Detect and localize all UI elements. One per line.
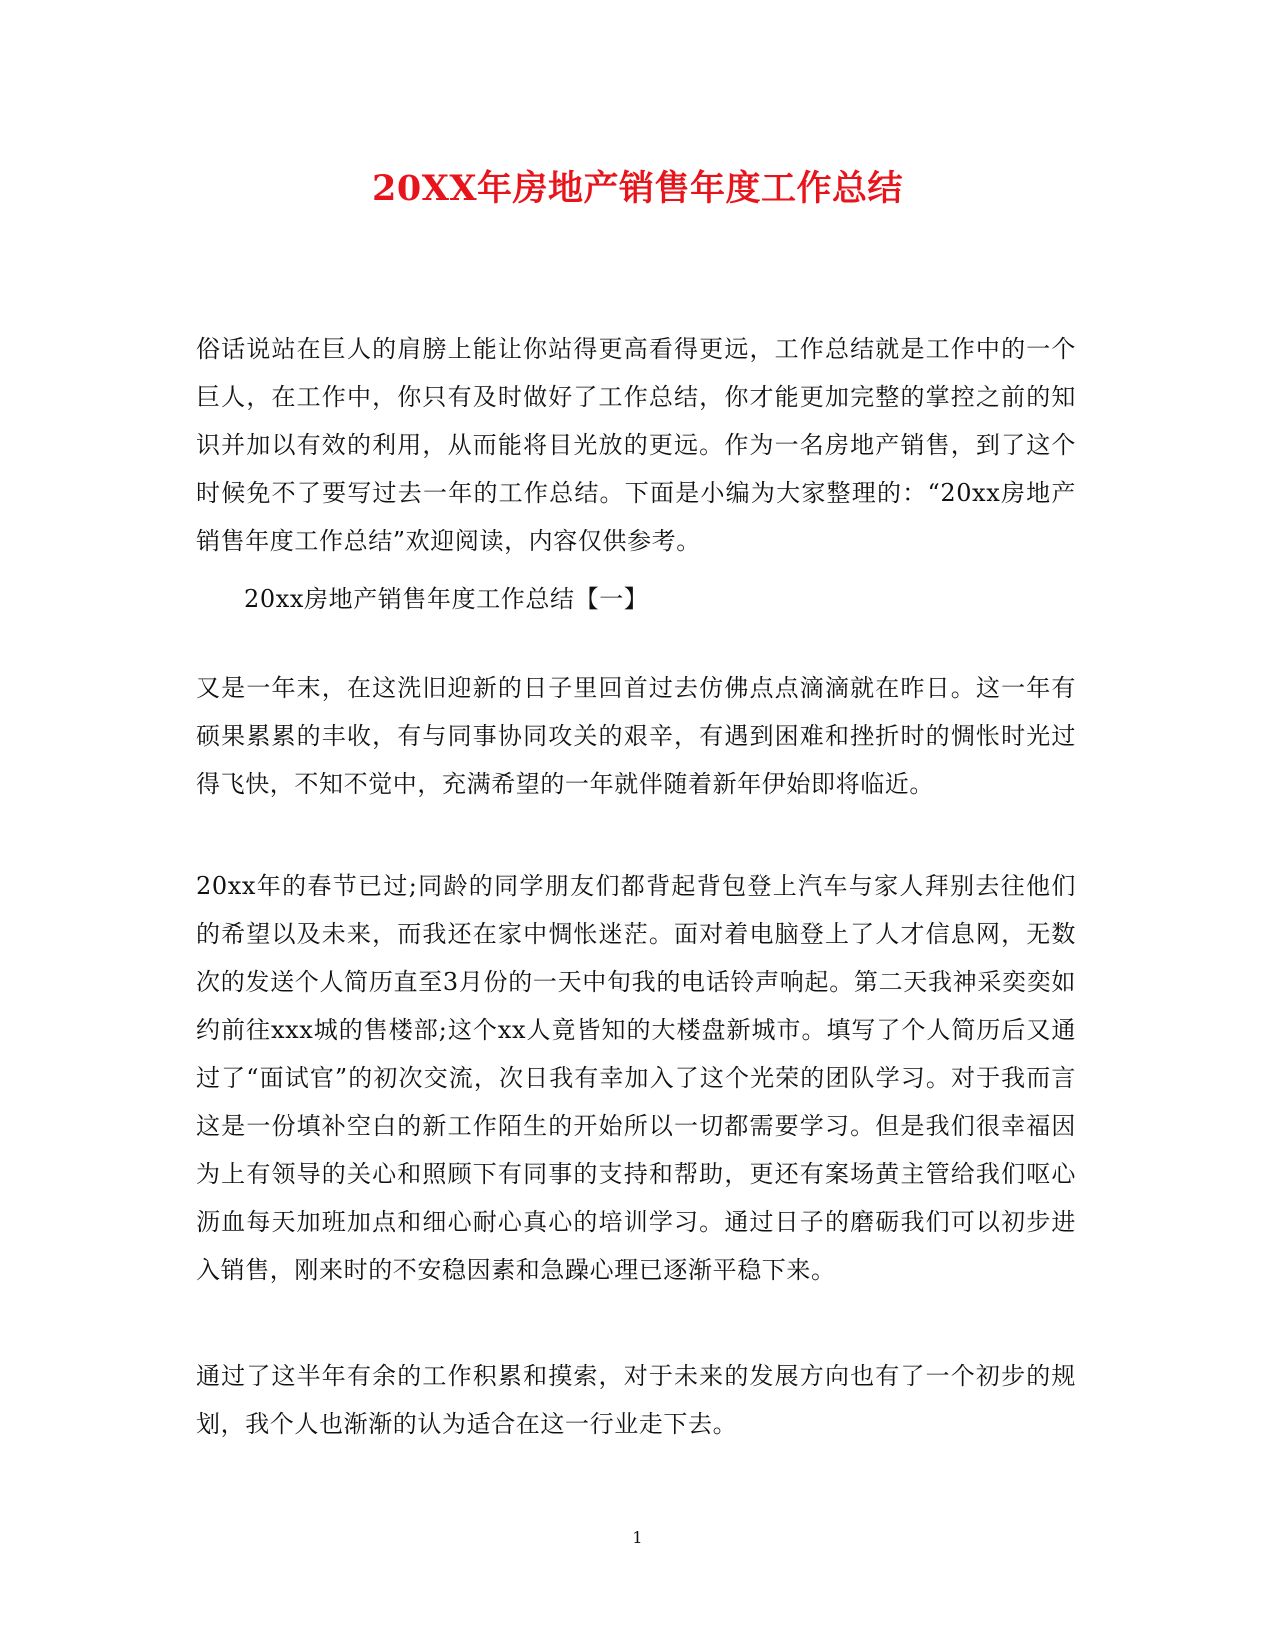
document-title: 20XX年房地产销售年度工作总结 bbox=[371, 168, 904, 209]
body-paragraph-year-end: 又是一年末，在这洗旧迎新的日子里回首过去仿佛点点滴滴就在昨日。这一年有硕果累累的丰收，有与同事协同攻关的艰辛，有遇到困难和挫折时的惆怅时光过得飞快，不知不觉中，充满希望的一年就伴随着新年伊始即将临近。 bbox=[196, 674, 1076, 798]
page-number: 1 bbox=[632, 1528, 643, 1547]
intro-paragraph: 俗话说站在巨人的肩膀上能让你站得更高看得更远，工作总结就是工作中的一个巨人，在工作中，你只有及时做好了工作总结，你才能更加完整的掌控之前的知识并加以有效的利用，从而能将目光放的更远。作为一名房地产销售，到了这个时候免不了要写过去一年的工作总结。下面是小编为大家整理的：“20xx房地产销售年度工作总结”欢迎阅读，内容仅供参考。 bbox=[196, 335, 1076, 555]
body-paragraph-spring-festival: 20xx年的春节已过;同龄的同学朋友们都背起背包登上汽车与家人拜别去往他们的希望以及未来，而我还在家中惆怅迷茫。面对着电脑登上了人才信息网，无数次的发送个人简历直至3月份的一天中旬我的电话铃声响起。第二天我神采奕奕如约前往xxx城的售楼部;这个xx人竟皆知的大楼盘新城市。填写了个人简历后又通过了“面试官”的初次交流，次日我有幸加入了这个光荣的团队学习。对于我而言这是一份填补空白的新工作陌生的开始所以一切都需要学习。但是我们很幸福因为上有领导的关心和照顾下有同事的支持和帮助，更还有案场黄主管给我们呕心沥血每天加班加点和细心耐心真心的培训学习。通过日子的磨砺我们可以初步进入销售，刚来时的不安稳因素和急躁心理已逐渐平稳下来。 bbox=[196, 872, 1076, 1284]
section-heading: 20xx房地产销售年度工作总结【一】 bbox=[244, 585, 649, 613]
body-paragraph-future-plan: 通过了这半年有余的工作积累和摸索，对于未来的发展方向也有了一个初步的规划，我个人也渐渐的认为适合在这一行业走下去。 bbox=[196, 1362, 1076, 1438]
